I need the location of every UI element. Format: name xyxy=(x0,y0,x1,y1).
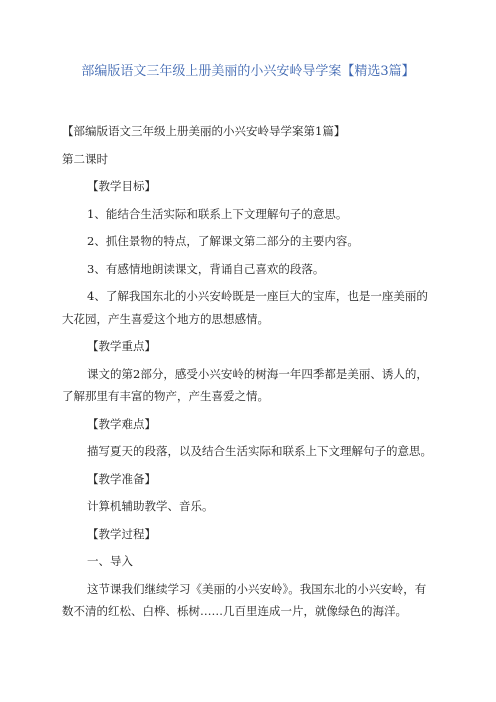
difficulty-paragraph: 描写夏天的段落，以及结合生活实际和联系上下文理解句子的意思。 xyxy=(87,444,432,458)
goals-heading: 【教学目标】 xyxy=(87,179,156,193)
difficulty-heading: 【教学难点】 xyxy=(87,416,156,431)
goal-item: 3、有感情地朗读课文，背诵自己喜欢的段落。 xyxy=(87,261,325,276)
section-heading: 【部编版语文三年级上册美丽的小兴安岭导学案第1篇】 xyxy=(62,124,346,138)
prep-paragraph: 计算机辅助教学、音乐。 xyxy=(87,499,214,513)
intro-paragraph: 这节课我们继续学习《美丽的小兴安岭》。我国东北的小兴安岭，有数不清的红松、白桦、栎树……几百里连成一片，就像绿色的海洋。 xyxy=(62,581,427,618)
document-title: 部编版语文三年级上册美丽的小兴安岭导学案【精选3篇】 xyxy=(81,64,415,79)
lesson-label: 第二课时 xyxy=(62,151,108,166)
goal-item: 4、了解我国东北的小兴安岭既是一座巨大的宝库，也是一座美丽的大花园，产生喜爱这个地方的思想感情。 xyxy=(62,289,428,326)
goal-item: 1、能结合生活实际和联系上下文理解句子的意思。 xyxy=(87,206,348,221)
process-heading: 【教学过程】 xyxy=(87,526,156,541)
prep-heading: 【教学准备】 xyxy=(87,471,156,486)
document-body xyxy=(62,120,436,628)
goal-item: 2、抓住景物的特点，了解课文第二部分的主要内容。 xyxy=(87,234,359,248)
key-heading: 【教学重点】 xyxy=(87,339,156,353)
key-paragraph: 课文的第2部分，感受小兴安岭的树海一年四季都是美丽、诱人的，了解那里有丰富的物产，产生喜爱之情。 xyxy=(62,366,428,403)
step-heading: 一、导入 xyxy=(87,554,133,568)
